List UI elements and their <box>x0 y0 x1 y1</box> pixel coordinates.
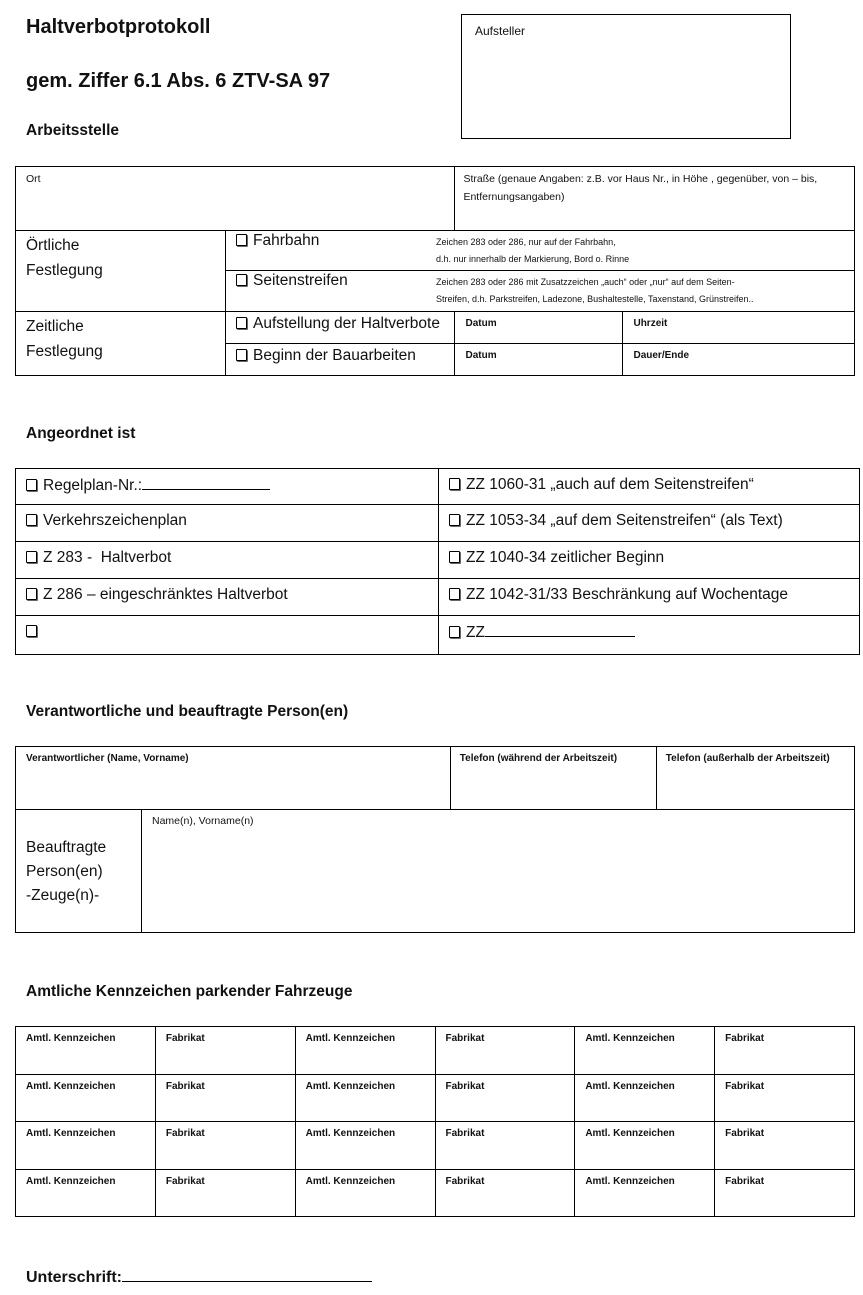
fabrikat-label: Fabrikat <box>445 1080 485 1092</box>
kennzeichen-label: Amtl. Kennzeichen <box>26 1128 116 1139</box>
kennzeichen-field[interactable] <box>575 1169 715 1217</box>
beginn-datum-field[interactable] <box>455 344 623 376</box>
fabrikat-label: Fabrikat <box>725 1128 765 1139</box>
aufstellung-option[interactable] <box>226 312 455 344</box>
kennzeichen-field[interactable] <box>575 1027 715 1075</box>
kennzeichen-row <box>16 1074 855 1122</box>
beginn-option[interactable] <box>226 344 455 376</box>
kennzeichen-label: Amtl. Kennzeichen <box>26 1175 116 1187</box>
fabrikat-field[interactable] <box>155 1169 295 1217</box>
arbeitsstelle-table <box>15 166 855 376</box>
signature-line <box>26 1266 372 1287</box>
form-subtitle: gem. Ziffer 6.1 Abs. 6 ZTV-SA 97 <box>26 70 331 92</box>
z286-option[interactable]: Z 286 – eingeschränktes Haltverbot <box>16 579 439 616</box>
section-heading-arbeitsstelle: Arbeitsstelle <box>26 122 120 139</box>
datum-label: Datum <box>465 318 497 329</box>
telefon-ausserhalb-field[interactable] <box>656 747 854 810</box>
kennzeichen-field[interactable] <box>295 1027 435 1075</box>
custom-option[interactable] <box>16 616 439 655</box>
form-title: Haltverbotprotokoll <box>26 16 211 38</box>
ort-label: Ort <box>26 173 41 185</box>
aufsteller-label: Aufsteller <box>475 24 526 38</box>
kennzeichen-label: Amtl. Kennzeichen <box>585 1128 675 1139</box>
seitenstreifen-label: Seitenstreifen <box>253 272 348 289</box>
beginn-dauer-field[interactable] <box>623 344 855 376</box>
kennzeichen-label: Amtl. Kennzeichen <box>585 1033 675 1044</box>
kennzeichen-field[interactable] <box>575 1074 715 1122</box>
zz1060-option[interactable]: ZZ 1060-31 „auch auf dem Seitenstreifen“ <box>439 469 860 505</box>
kennzeichen-field[interactable] <box>16 1027 156 1075</box>
beauftragte-label: Beauftragte Person(en) -Zeuge(n)- <box>16 810 142 933</box>
regelplan-blank[interactable] <box>142 476 270 490</box>
fabrikat-field[interactable] <box>155 1074 295 1122</box>
dauer-label: Dauer/Ende <box>633 350 690 361</box>
kennzeichen-label: Amtl. Kennzeichen <box>26 1080 116 1092</box>
kennzeichen-field[interactable] <box>16 1074 156 1122</box>
fabrikat-field[interactable] <box>155 1122 295 1170</box>
fabrikat-label: Fabrikat <box>165 1175 205 1187</box>
fabrikat-field[interactable] <box>715 1122 855 1170</box>
fabrikat-field[interactable] <box>155 1027 295 1075</box>
signature-field[interactable] <box>122 1266 372 1282</box>
fabrikat-field[interactable] <box>715 1027 855 1075</box>
fabrikat-field[interactable] <box>715 1074 855 1122</box>
regelplan-checkbox[interactable] <box>26 479 37 491</box>
fabrikat-label: Fabrikat <box>725 1080 765 1092</box>
fabrikat-field[interactable] <box>715 1169 855 1217</box>
aufstellung-uhrzeit-field[interactable] <box>623 312 855 344</box>
zz1053-option[interactable]: ZZ 1053-34 „auf dem Seitenstreifen“ (als Text) <box>439 505 860 542</box>
verkehrszeichenplan-checkbox[interactable] <box>26 514 37 526</box>
kennzeichen-row <box>16 1122 855 1170</box>
oertliche-festlegung-label: Örtliche Festlegung <box>16 231 226 312</box>
section-heading-kennzeichen: Amtliche Kennzeichen parkender Fahrzeuge <box>26 983 353 1000</box>
z283-checkbox[interactable] <box>26 551 37 563</box>
zz1042-option[interactable]: ZZ 1042-31/33 Beschränkung auf Wochentage <box>439 579 860 616</box>
kennzeichen-table <box>15 1026 855 1217</box>
kennzeichen-label: Amtl. Kennzeichen <box>305 1175 396 1187</box>
fahrbahn-note: Zeichen 283 oder 286, nur auf der Fahrbahn, d.h. nur innerhalb der Markierung, Bord o. Rinne <box>436 237 630 264</box>
kennzeichen-field[interactable] <box>16 1169 156 1217</box>
kennzeichen-field[interactable] <box>16 1122 156 1170</box>
zz-custom-option[interactable]: ZZ <box>439 616 860 655</box>
strasse-label: Straße (genaue Angaben: z.B. vor Haus Nr., in Höhe , gegenüber, von – bis, Entfernungsangaben) <box>463 173 818 203</box>
z286-checkbox[interactable] <box>26 588 37 600</box>
z283-option[interactable]: Z 283 - Haltverbot <box>16 542 439 579</box>
signature-label: Unterschrift: <box>26 1269 123 1286</box>
seitenstreifen-note: Zeichen 283 oder 286 mit Zusatzzeichen „auch“ oder „nur“ auf dem Seiten- Streifen, d.h. Parkstreifen, Ladezone, Bushaltestelle, Taxenstand, Grünstreifen.. <box>436 277 754 304</box>
fabrikat-label: Fabrikat <box>165 1080 205 1092</box>
kennzeichen-field[interactable] <box>295 1122 435 1170</box>
fabrikat-label: Fabrikat <box>725 1175 765 1187</box>
fabrikat-field[interactable] <box>435 1027 575 1075</box>
kennzeichen-label: Amtl. Kennzeichen <box>305 1128 396 1139</box>
kennzeichen-row <box>16 1027 855 1075</box>
aufsteller-field[interactable] <box>461 14 791 139</box>
kennzeichen-field[interactable] <box>575 1122 715 1170</box>
fabrikat-label: Fabrikat <box>725 1033 765 1044</box>
fabrikat-label: Fabrikat <box>165 1128 205 1139</box>
aufstellung-label: Aufstellung der Haltverbote <box>253 315 440 332</box>
datum-label: Datum <box>465 350 497 361</box>
zeitliche-festlegung-label: Zeitliche Festlegung <box>16 312 226 376</box>
zz1040-option[interactable]: ZZ 1040-34 zeitlicher Beginn <box>439 542 860 579</box>
aufstellung-checkbox[interactable] <box>236 317 247 329</box>
zz1053-checkbox[interactable] <box>449 514 460 526</box>
kennzeichen-label: Amtl. Kennzeichen <box>305 1080 396 1092</box>
beginn-checkbox[interactable] <box>236 349 247 361</box>
strasse-field[interactable] <box>455 167 855 231</box>
fabrikat-label: Fabrikat <box>165 1033 205 1044</box>
seitenstreifen-checkbox[interactable] <box>236 274 247 286</box>
section-heading-personen: Verantwortliche und beauftragte Person(en) <box>26 703 349 720</box>
section-heading-angeordnet: Angeordnet ist <box>26 425 136 442</box>
zz-custom-checkbox[interactable] <box>449 626 460 638</box>
kennzeichen-field[interactable] <box>295 1074 435 1122</box>
namen-label: Name(n), Vorname(n) <box>152 815 254 827</box>
fabrikat-field[interactable] <box>435 1169 575 1217</box>
verantwortlicher-field[interactable] <box>16 747 451 810</box>
kennzeichen-label: Amtl. Kennzeichen <box>26 1033 116 1044</box>
angeordnet-table <box>15 468 860 655</box>
zz1042-checkbox[interactable] <box>449 588 460 600</box>
aufstellung-datum-field[interactable] <box>455 312 623 344</box>
fabrikat-label: Fabrikat <box>445 1175 485 1187</box>
uhrzeit-label: Uhrzeit <box>633 318 668 329</box>
fabrikat-label: Fabrikat <box>445 1128 485 1139</box>
verantwortlicher-label: Verantwortlicher (Name, Vorname) <box>26 753 189 764</box>
telefon-ausserhalb-label: Telefon (außerhalb der Arbeitszeit) <box>665 753 830 764</box>
beauftragte-namen-field[interactable] <box>142 810 855 933</box>
seitenstreifen-option[interactable] <box>226 271 855 312</box>
zz-custom-blank[interactable] <box>485 623 635 637</box>
kennzeichen-field[interactable] <box>295 1169 435 1217</box>
kennzeichen-label: Amtl. Kennzeichen <box>585 1080 675 1092</box>
ort-field[interactable] <box>16 167 455 231</box>
fabrikat-label: Fabrikat <box>445 1033 485 1044</box>
zz1040-checkbox[interactable] <box>449 551 460 563</box>
fahrbahn-checkbox[interactable] <box>236 234 247 246</box>
kennzeichen-row <box>16 1169 855 1217</box>
fahrbahn-label: Fahrbahn <box>253 232 320 249</box>
kennzeichen-label: Amtl. Kennzeichen <box>585 1175 675 1187</box>
fahrbahn-option[interactable] <box>226 231 855 271</box>
zz1060-checkbox[interactable] <box>449 478 460 490</box>
fabrikat-field[interactable] <box>435 1074 575 1122</box>
custom-checkbox[interactable] <box>26 625 37 637</box>
kennzeichen-label: Amtl. Kennzeichen <box>305 1033 396 1044</box>
personen-table <box>15 746 855 933</box>
telefon-waehrend-label: Telefon (während der Arbeitszeit) <box>459 753 618 764</box>
beginn-label: Beginn der Bauarbeiten <box>253 347 416 364</box>
verkehrszeichenplan-option[interactable]: Verkehrszeichenplan <box>16 505 439 542</box>
regelplan-option[interactable]: Regelplan-Nr.: <box>16 469 439 505</box>
telefon-waehrend-field[interactable] <box>450 747 656 810</box>
fabrikat-field[interactable] <box>435 1122 575 1170</box>
